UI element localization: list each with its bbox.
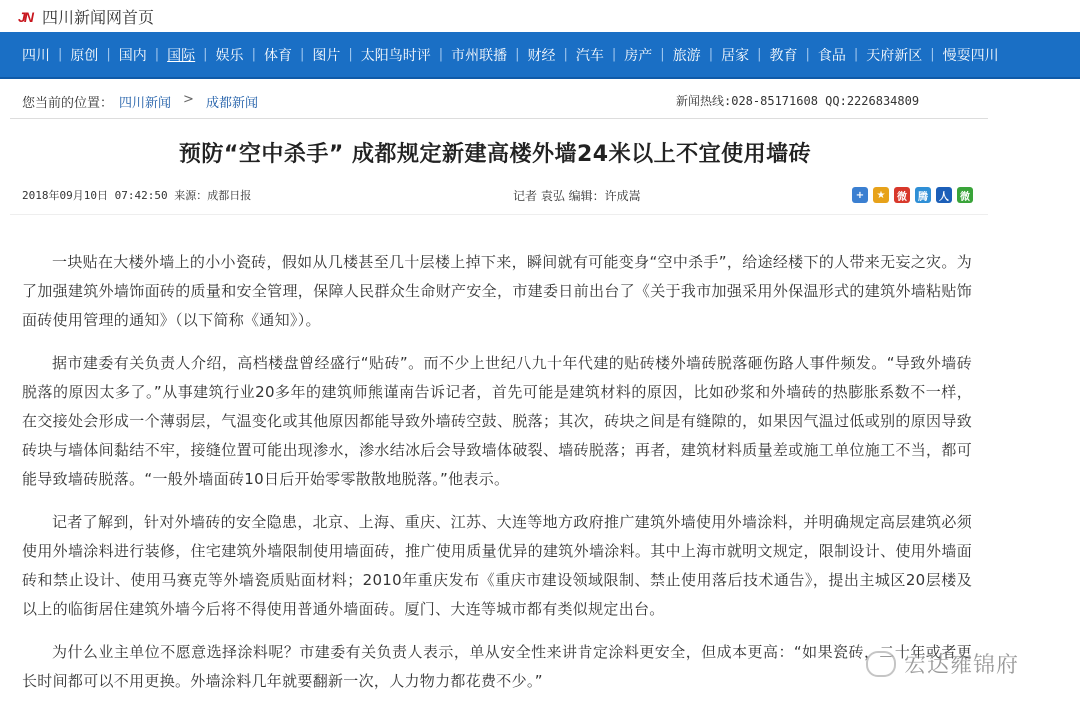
- top-bar: [0, 0, 1080, 32]
- nav-item[interactable]: 财经: [527, 47, 556, 64]
- nav-item[interactable]: 太阳鸟时评: [360, 47, 431, 64]
- nav-separator: |: [660, 47, 665, 62]
- nav-separator: |: [299, 47, 305, 62]
- nav-separator: |: [203, 47, 208, 62]
- nav-item[interactable]: 体育: [263, 47, 292, 64]
- main-nav: [0, 32, 1080, 79]
- breadcrumb-chengdu-news[interactable]: 成都新闻: [205, 96, 258, 111]
- nav-separator: |: [154, 47, 160, 62]
- nav-item[interactable]: 国际: [167, 47, 196, 64]
- nav-item[interactable]: 慢耍四川: [942, 47, 999, 64]
- article-title: 预防“空中杀手” 成都规定新建高楼外墙24米以上不宜使用墙砖: [178, 142, 812, 167]
- nav-item[interactable]: 旅游: [672, 47, 701, 64]
- wechat-icon[interactable]: 微: [957, 187, 973, 203]
- breadcrumb-row: [0, 86, 990, 114]
- nav-separator: |: [611, 47, 617, 62]
- breadcrumb-separator: >: [183, 92, 194, 107]
- nav-item[interactable]: 食品: [817, 47, 846, 64]
- nav-separator: |: [930, 47, 935, 62]
- nav-item[interactable]: 四川: [22, 47, 50, 64]
- nav-separator: |: [853, 47, 859, 62]
- nav-separator: |: [708, 47, 714, 62]
- divider: [10, 118, 988, 119]
- nav-separator: |: [563, 47, 568, 62]
- nav-item[interactable]: 居家: [721, 47, 750, 64]
- nav-separator: |: [106, 47, 111, 62]
- nav-separator: |: [58, 47, 63, 62]
- nav-item[interactable]: 娱乐: [215, 47, 244, 64]
- wechat-watermark-icon: [866, 651, 896, 677]
- nav-separator: |: [251, 47, 256, 62]
- weibo-icon[interactable]: 微: [894, 187, 910, 203]
- nav-item[interactable]: 图片: [312, 47, 341, 64]
- divider: [10, 214, 988, 215]
- nav-separator: |: [438, 47, 444, 62]
- breadcrumb: [22, 92, 258, 111]
- article-paragraph: 为什么业主单位不愿意选择涂料呢？市建委有关负责人表示，单从安全性来讲肯定涂料更安全，但成本更高：“如果瓷砖，二十年或者更长时间都可以不用更换。外墙涂料几年就要翻新一次，人力物力都花费不少。”: [22, 643, 972, 690]
- watermark: [866, 648, 1019, 679]
- nav-item[interactable]: 天府新区: [866, 47, 923, 64]
- nav-separator: |: [515, 47, 520, 62]
- nav-separator: |: [805, 47, 810, 62]
- star-icon[interactable]: ★: [873, 187, 889, 203]
- nav-item[interactable]: 房产: [624, 47, 653, 64]
- watermark-text: 宏达雍锦府: [904, 653, 1020, 678]
- article-meta: 2018年09月10日 07:42:50 来源：成都日报: [22, 189, 252, 202]
- site-logo[interactable]: [12, 5, 154, 28]
- breadcrumb-prefix: 您当前的位置：: [22, 96, 114, 111]
- news-hotline: 新闻热线:028-85171608 QQ:2226834809: [676, 94, 920, 108]
- nav-item[interactable]: 市州联播: [451, 47, 508, 64]
- nav-item[interactable]: 教育: [769, 47, 798, 64]
- article-paragraph: 据市建委有关负责人介绍，高档楼盘曾经盛行“贴砖”。而不少上世纪八九十年代建的贴砖楼外墙砖脱落砸伤路人事件频发。“导致外墙砖脱落的原因太多了。”从事建筑行业20多年的建筑师熊谨南告诉记者，首先可能是建筑材料的原因，比如砂浆和外墙砖的热膨胀系数不一样，在交接处会形成一个薄弱层，气温变化或其他原因都能导致外墙砖空鼓、脱落；其次，砖块之间是有缝隙的，如果因气温过低或别的原因导致砖块与墙体间黏结不牢，接缝位置可能出现渗水，渗水结冰后会导致墙体破裂、墙砖脱落；再者，建筑材料质量差或施工单位施工不当，都可能导致墙砖脱落。“一般外墙面砖10日后开始零零散散地脱落。”他表示。: [22, 354, 972, 488]
- nav-item[interactable]: 国内: [118, 47, 147, 64]
- breadcrumb-sichuan-news[interactable]: 四川新闻: [119, 96, 172, 111]
- share-bar: [852, 187, 973, 203]
- add-icon[interactable]: +: [852, 187, 868, 203]
- nav-separator: |: [757, 47, 762, 62]
- article-paragraph: 记者了解到，针对外墙砖的安全隐患，北京、上海、重庆、江苏、大连等地方政府推广建筑外墙使用外墙涂料，并明确规定高层建筑必须使用外墙涂料进行装修，住宅建筑外墙限制使用墙面砖，推广使用质量优异的建筑外墙涂料。其中上海市就明文规定，限制设计、使用外墙面砖和禁止设计、使用马赛克等外墙瓷质贴面材料；2010年重庆发布《重庆市建设领域限制、禁止使用落后技术通告》，提出主城区20层楼及以上的临街居住建筑外墙今后将不得使用普通外墙面砖。厦门、大连等城市都有类似规定出台。: [22, 513, 972, 618]
- logo-mark: JN: [18, 8, 32, 25]
- nav-item[interactable]: 汽车: [575, 47, 604, 64]
- home-link[interactable]: 四川新闻网首页: [42, 8, 155, 27]
- article-body: [22, 248, 972, 710]
- article-author: 记者 袁弘 编辑：许成嵩: [513, 189, 641, 203]
- nav-item[interactable]: 原创: [70, 47, 99, 64]
- article-paragraph: 一块贴在大楼外墙上的小小瓷砖，假如从几楼甚至几十层楼上掉下来，瞬间就有可能变身“空中杀手”，给途经楼下的人带来无妄之灾。为了加强建筑外墙饰面砖的质量和安全管理，保障人民群众生命财产安全，市建委日前出台了《关于我市加强采用外保温形式的建筑外墙粘贴饰面砖使用管理的通知》（以下简称《通知》）。: [22, 253, 972, 329]
- tencent-weibo-icon[interactable]: 腾: [915, 187, 931, 203]
- renren-icon[interactable]: 人: [936, 187, 952, 203]
- nav-separator: |: [348, 47, 353, 62]
